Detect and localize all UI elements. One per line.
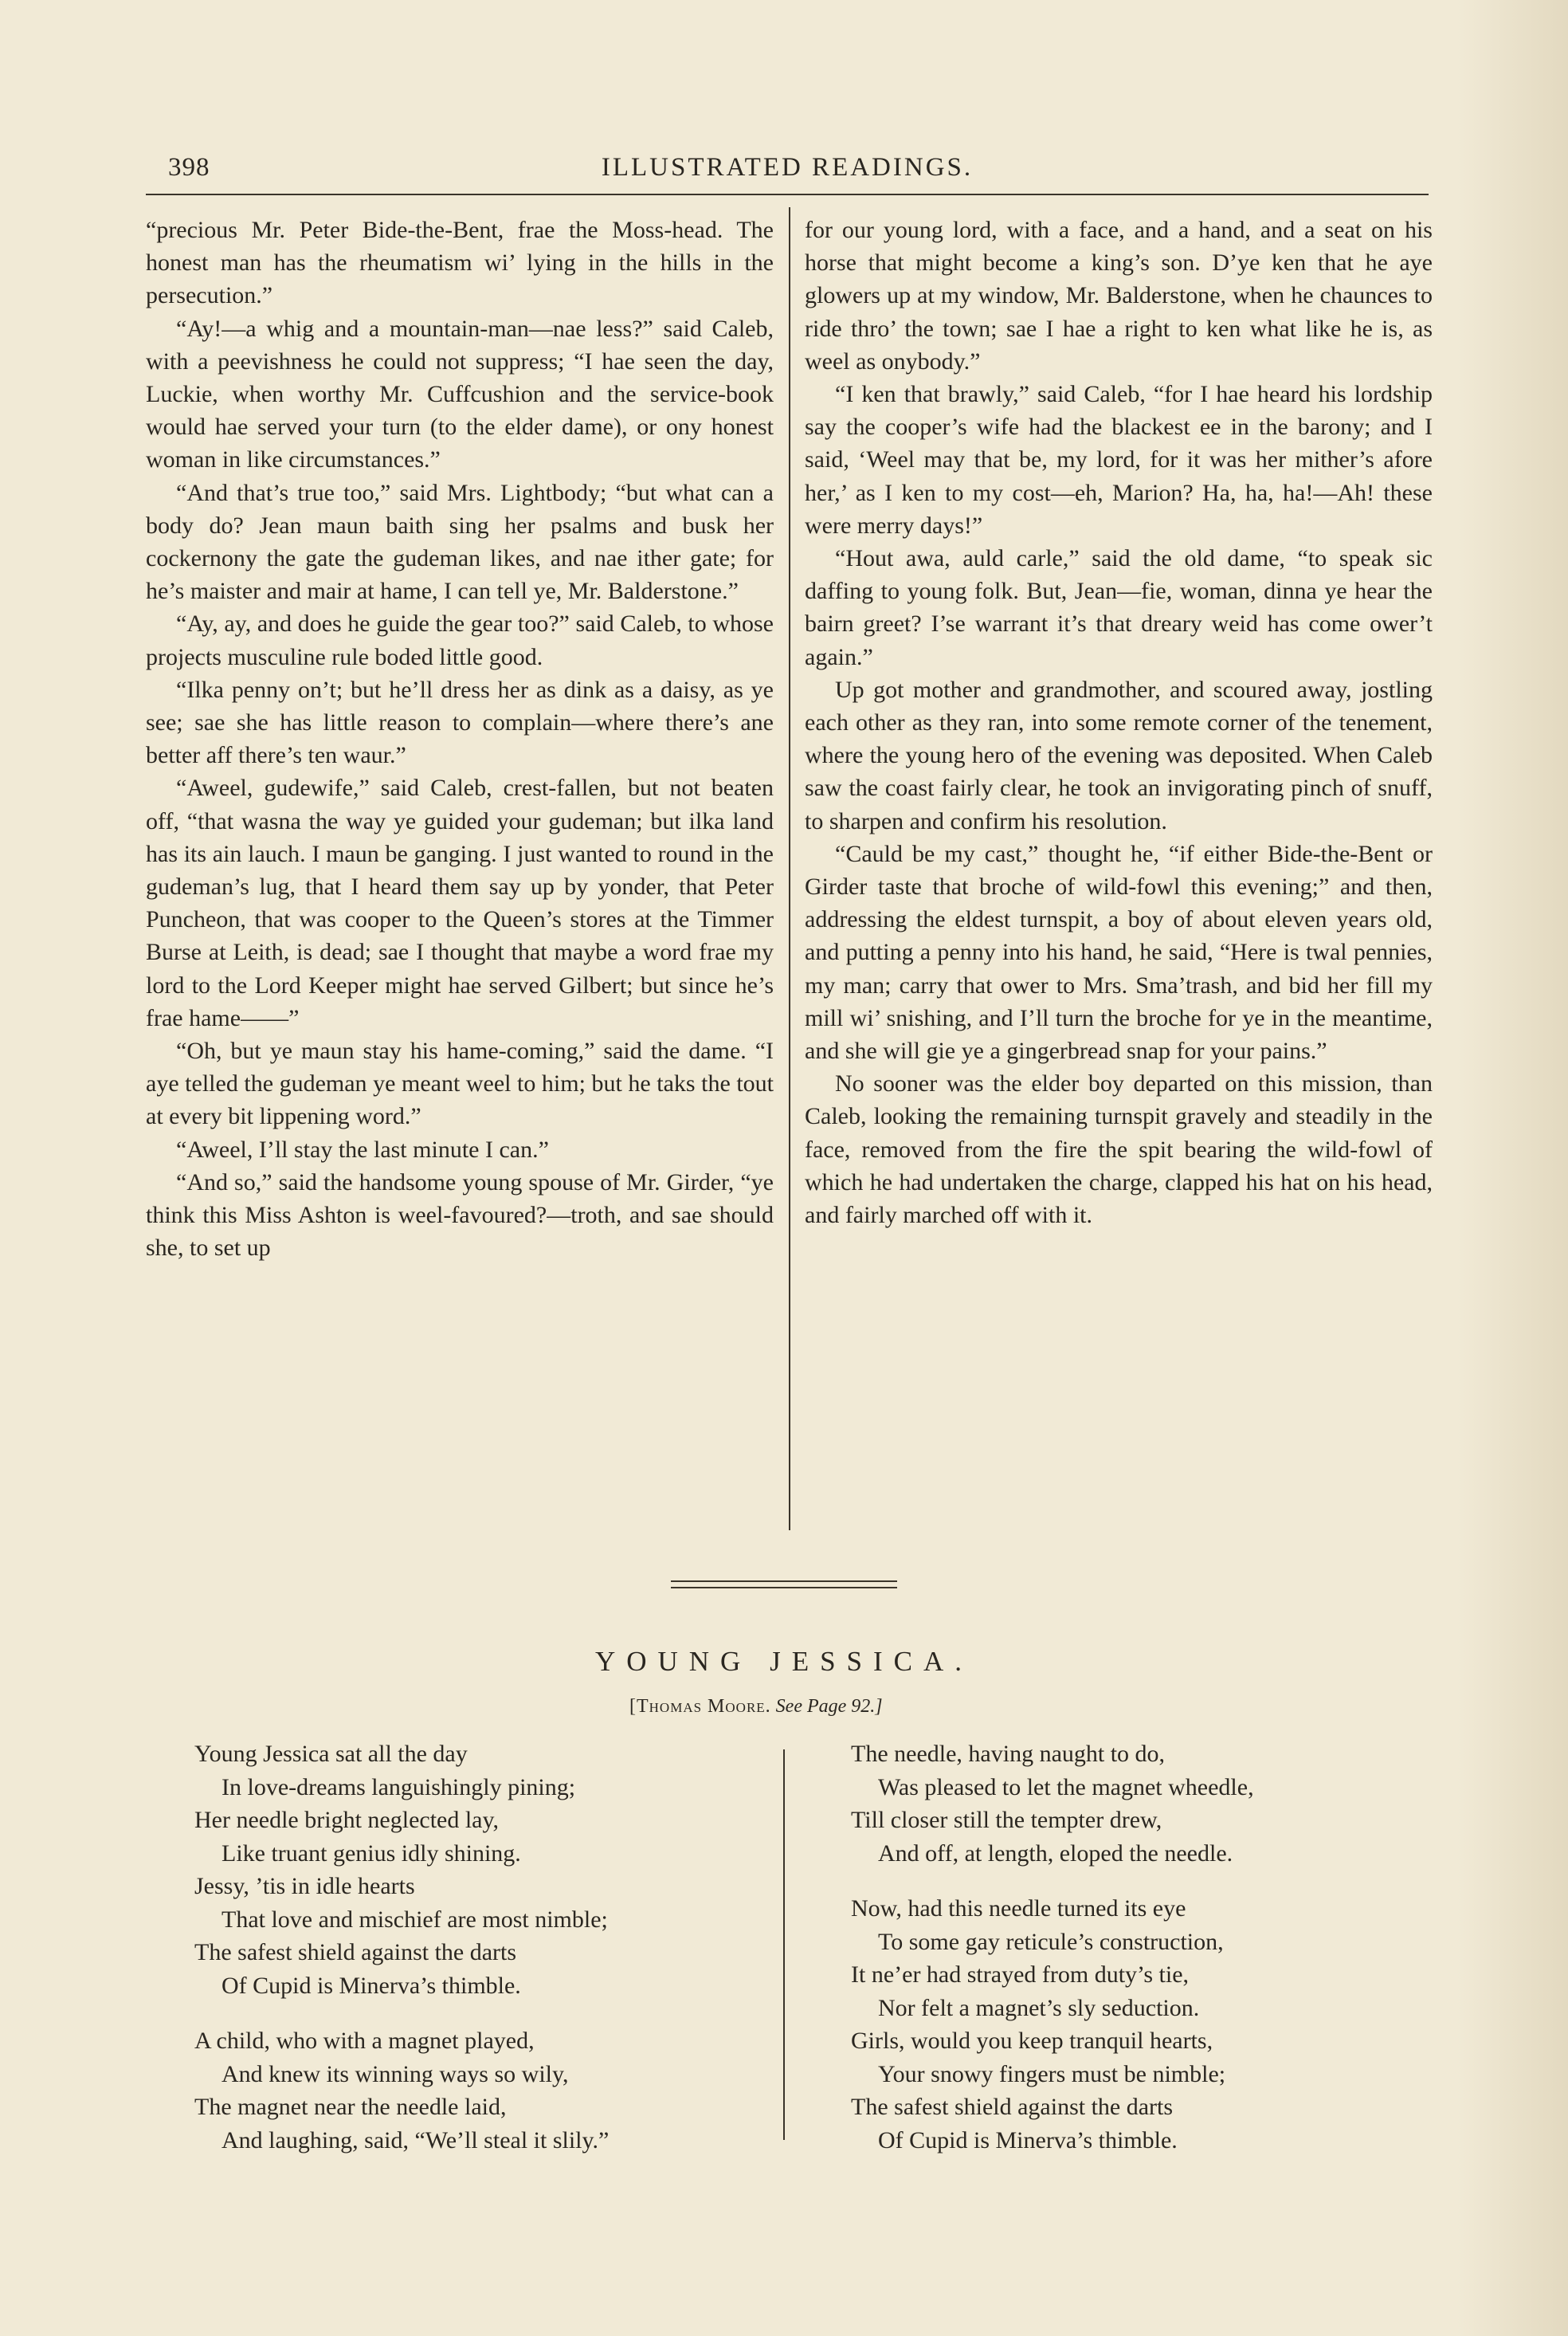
paragraph: “Ay!—a whig and a mountain-man—nae less?” said Caleb, with a peevishness he could not suppress; “I hae seen the day, Luckie, when worthy Mr. Cuffcushion and the service-book would hae served your turn (to the elder dame), or ony honest woman in like circumstances.” <box>146 315 774 473</box>
prose-right-column <box>805 214 1433 1231</box>
paragraph: “Oh, but ye maun stay his hame-coming,” said the dame. “I aye telled the gudeman ye meant weel to him; but he taks the tout at every bit lippening word.” <box>146 1038 774 1130</box>
verse-line: Of Cupid is Minerva’s thimble. <box>221 1972 521 1999</box>
paragraph: for our young lord, with a face, and a hand, and a seat on his horse that might become a king’s son. D’ye ken that he aye glowers up at my window, Mr. Balderstone, when he chaunces to ride thro’ the town; sae I hae a right to ken what like he is, as weel as onybody.” <box>805 217 1433 375</box>
verse-line: Young Jessica sat all the day <box>194 1741 468 1767</box>
verse-line: Now, had this needle turned its eye <box>851 1895 1186 1922</box>
paragraph: “Hout awa, auld carle,” said the old dame, “to speak sic daffing to young folk. But, Jean—fie, woman, dinna ye hear the bairn greet? I’se warrant it’s that dreary weid has come ower’t again.” <box>805 545 1433 670</box>
column-divider <box>789 207 790 1530</box>
verse-line: Jessy, ’tis in idle hearts <box>194 1873 415 1899</box>
verse-line: To some gay reticule’s construction, <box>878 1928 1224 1955</box>
paragraph: “precious Mr. Peter Bide-the-Bent, frae the Moss-head. The honest man has the rheumatism wi’ lying in the hills in the persecution.” <box>146 217 774 309</box>
verse-line: Was pleased to let the magnet wheedle, <box>878 1773 1254 1800</box>
verse-line: It ne’er had strayed from duty’s tie, <box>851 1961 1190 1988</box>
verse-line: In love-dreams languishingly pining; <box>221 1773 576 1800</box>
verse-line: That love and mischief are most nimble; <box>221 1906 608 1933</box>
verse-line: A child, who with a magnet played, <box>194 2028 535 2054</box>
verse-line: And knew its winning ways so wily, <box>221 2060 569 2087</box>
verse-line: Till closer still the tempter drew, <box>851 1807 1162 1833</box>
verse-line: Nor felt a magnet’s sly seduction. <box>878 1994 1200 2021</box>
verse-line: And off, at length, eloped the needle. <box>878 1839 1233 1867</box>
page-edge-shadow <box>1456 0 1568 2336</box>
running-title: ILLUSTRATED READINGS. <box>601 153 974 182</box>
poem-attribution <box>629 1696 883 1718</box>
verse-line: And laughing, said, “We’ll steal it slily.” <box>221 2126 610 2153</box>
page-header <box>146 151 1429 190</box>
poem-column-divider <box>783 1749 785 2140</box>
verse-line: The safest shield against the darts <box>194 1939 517 1965</box>
verse-line: Your snowy fingers must be nimble; <box>878 2060 1226 2087</box>
header-rule <box>146 194 1429 195</box>
paragraph: “And so,” said the handsome young spouse of Mr. Girder, “ye think this Miss Ashton is weel-favoured?—troth, and sae should she, to set up <box>146 1168 774 1262</box>
paragraph: Up got mother and grandmother, and scoured away, jostling each other as they ran, into some remote corner of the tenement, where the young hero of the evening was deposited. When Caleb saw the coast fairly clear, he took an invigorating pinch of snuff, to sharpen and confirm his resolution. <box>805 676 1433 834</box>
paragraph: “Ilka penny on’t; but he’ll dress her as dink as a daisy, as ye see; sae she has little reason to complain—where there’s ane better aff there’s ten waur.” <box>146 676 774 769</box>
stanza <box>851 1892 1441 2157</box>
verse-line: Girls, would you keep tranquil hearts, <box>851 2028 1213 2054</box>
paragraph: “Aweel, I’ll stay the last minute I can.” <box>176 1136 549 1163</box>
poem-left-column <box>194 1737 784 2179</box>
verse-line: Like truant genius idly shining. <box>221 1839 521 1867</box>
paragraph: “Ay, ay, and does he guide the gear too?” said Caleb, to whose projects musculine rule boded little good. <box>146 611 774 670</box>
poem-author: [Thomas Moore. <box>629 1696 771 1717</box>
poem-title: YOUNG JESSICA. <box>594 1646 974 1677</box>
paragraph: “And that’s true too,” said Mrs. Lightbody; “but what can a body do? Jean maun baith sing her psalms and busk her cockernony the gate the gudeman likes, and nae ither gate; for he’s maister and mair at hame, I can tell ye, Mr. Balderstone.” <box>146 479 774 605</box>
verse-line: Of Cupid is Minerva’s thimble. <box>878 2126 1178 2153</box>
verse-line: The magnet near the needle laid, <box>194 2094 507 2120</box>
poem-right-column <box>851 1737 1441 2179</box>
paragraph: “I ken that brawly,” said Caleb, “for I hae heard his lordship say the cooper’s wife had the blackest ee in the barony; and I said, ‘Weel may that be, my lord, for it was her mither’s afore her,’ as I ken to my cost—eh, Marion? Ha, ha, ha!—Ah! these were merry days!” <box>805 381 1433 539</box>
page-number: 398 <box>168 153 210 182</box>
verse-line: The needle, having naught to do, <box>851 1741 1166 1767</box>
paragraph: “Cauld be my cast,” thought he, “if either Bide-the-Bent or Girder taste that broche of wild-fowl this evening;” and then, addressing the eldest turnspit, a boy of about eleven years old, and putting a penny into his hand, he said, “Here is twal pennies, my man; carry that ower to Mrs. Sma’trash, and bid her fill my mill wi’ snishing, and I’ll turn the broche for ye in the meantime, and she will gie ye a gingerbread snap for your pains.” <box>805 840 1433 1065</box>
paragraph: No sooner was the elder boy departed on this mission, than Caleb, looking the remaining turnspit gravely and steadily in the face, removed from the fire the spit bearing the wild-fowl of which he had undertaken the charge, clapped his hat on his head, and fairly marched off with it. <box>805 1070 1433 1229</box>
verse-line: Her needle bright neglected lay, <box>194 1807 500 1833</box>
stanza <box>851 1737 1441 1870</box>
stanza <box>194 2024 784 2157</box>
section-divider <box>671 1580 897 1593</box>
verse-line: The safest shield against the darts <box>851 2094 1174 2120</box>
poem-page-reference: See Page 92.] <box>775 1696 883 1717</box>
stanza <box>194 1737 784 2002</box>
paragraph: “Aweel, gudewife,” said Caleb, crest-fallen, but not beaten off, “that wasna the way ye guided your gudeman; but ilka land has its ain lauch. I maun be ganging. I just wanted to round in the gudeman’s lug, that I heard them say up by yonder, that Peter Puncheon, that was cooper to the Queen’s stores at the Timmer Burse at Leith, is dead; sae I thought that maybe a word frae my lord to the Lord Keeper might hae served Gilbert; but since he’s frae hame——” <box>146 775 774 1031</box>
prose-left-column <box>146 214 774 1265</box>
